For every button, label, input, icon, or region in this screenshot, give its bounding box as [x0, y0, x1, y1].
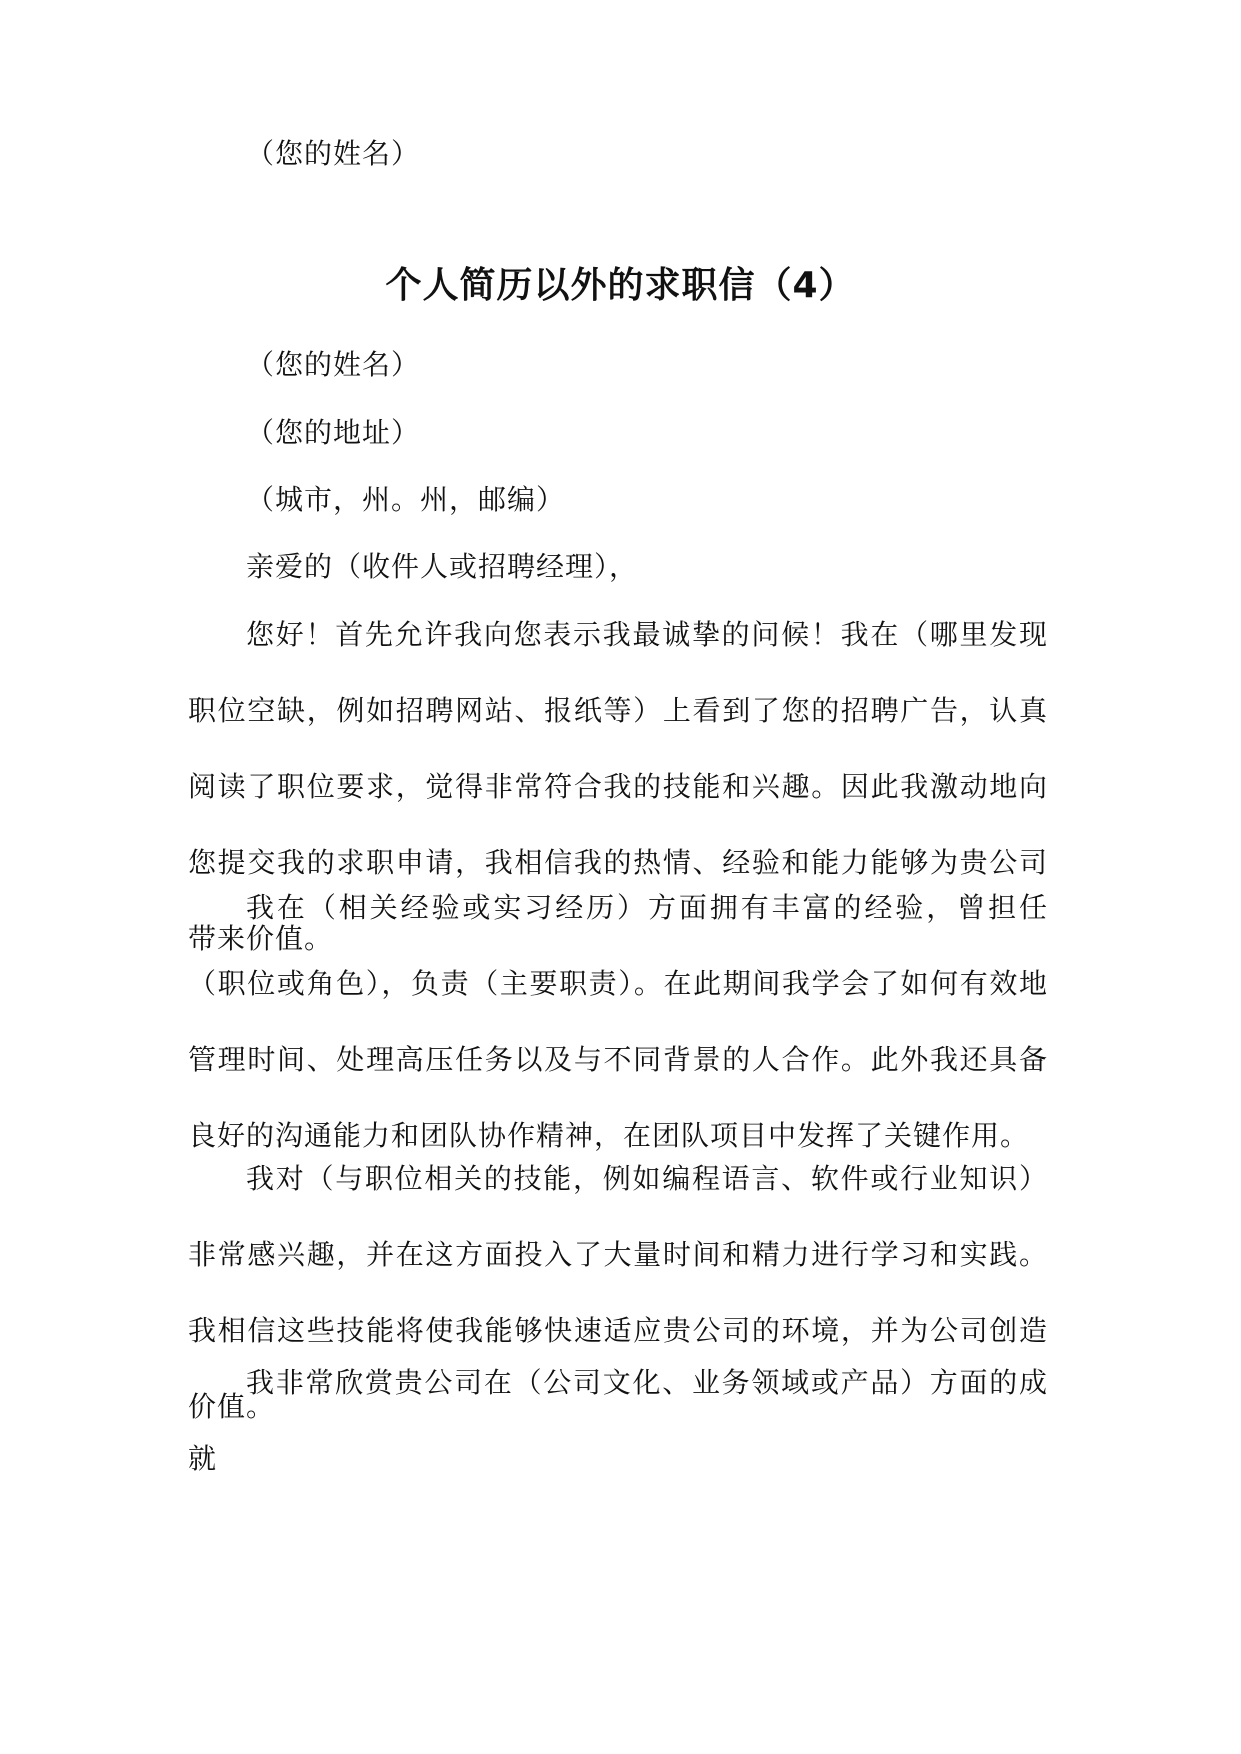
page-title: 个人简历以外的求职信（4）	[385, 265, 856, 306]
greeting: 亲爱的（收件人或招聘经理），	[246, 550, 639, 583]
sender-name: （您的姓名）	[246, 348, 421, 381]
body-paragraph-4: 我非常欣赏贵公司在（公司文化、业务领域或产品）方面的成就	[188, 1366, 1048, 1475]
sender-name-top: （您的姓名）	[246, 137, 421, 170]
sender-city: （城市，州。州，邮编）	[246, 483, 566, 516]
body-paragraph-2: 我在（相关经验或实习经历）方面拥有丰富的经验，曾担任（职位或角色），负责（主要职责）。在此期间我学会了如何有效地管理时间、处理高压任务以及与不同背景的人合作。此外我还具备良好的沟通能力和团队协作精神，在团队项目中发挥了关键作用。	[188, 891, 1048, 1152]
body-paragraph-3: 我对（与职位相关的技能，例如编程语言、软件或行业知识）非常感兴趣，并在这方面投入了大量时间和精力进行学习和实践。我相信这些技能将使我能够快速适应贵公司的环境，并为公司创造价值。	[188, 1162, 1048, 1423]
body-paragraph-1: 您好！首先允许我向您表示我最诚挚的问候！我在（哪里发现职位空缺，例如招聘网站、报纸等）上看到了您的招聘广告，认真阅读了职位要求，觉得非常符合我的技能和兴趣。因此我激动地向您提交我的求职申请，我相信我的热情、经验和能力能够为贵公司带来价值。	[188, 618, 1048, 955]
sender-address: （您的地址）	[246, 416, 421, 449]
